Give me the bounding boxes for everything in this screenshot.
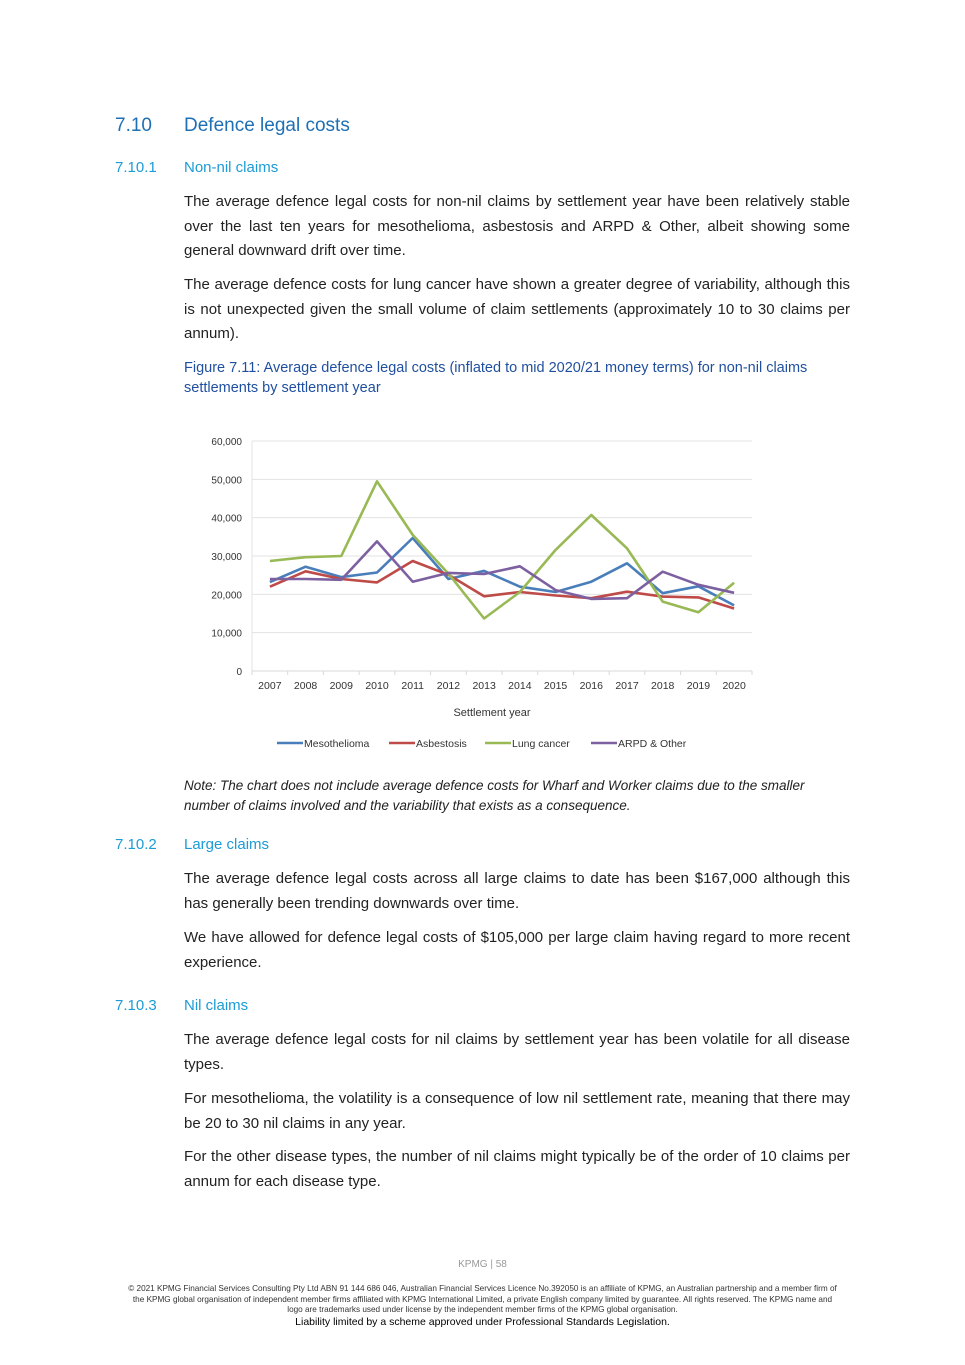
- section-heading: [115, 115, 350, 137]
- legend: [277, 738, 687, 750]
- paragraph-nil-3: For the other disease types, the number of nil claims might typically be of the order of 10 claims per annum for each disease type.: [184, 1148, 850, 1190]
- y-tick-label: 50,000: [211, 475, 242, 487]
- x-tick-label: 2020: [722, 680, 746, 692]
- subsection-number: 7.10.2: [115, 836, 157, 853]
- legend-item: [591, 738, 687, 750]
- x-tick-label: 2014: [508, 680, 532, 692]
- x-tick-label: 2013: [472, 680, 496, 692]
- legend-item: [277, 738, 370, 750]
- x-axis-label: Settlement year: [453, 707, 531, 719]
- x-axis: [252, 441, 752, 692]
- line-chart: [195, 425, 775, 760]
- legend-item: [485, 738, 570, 750]
- x-tick-label: 2012: [436, 680, 461, 692]
- legend-label: Asbestosis: [416, 738, 467, 750]
- subsection-heading-nonnil: [115, 159, 278, 176]
- liability-notice: Liability limited by a scheme approved under Professional Standards Legislation.: [295, 1316, 670, 1328]
- figure-caption: Figure 7.11: Average defence legal costs (inflated to mid 2020/21 money terms) for non-nil claims settlements by settlement year: [184, 360, 808, 396]
- x-tick-label: 2008: [293, 680, 318, 692]
- subsection-number: 7.10.1: [115, 159, 157, 176]
- x-tick-label: 2018: [651, 680, 675, 692]
- x-tick-label: 2011: [401, 680, 425, 692]
- legend-item: [389, 738, 467, 750]
- y-tick-label: 10,000: [211, 628, 242, 640]
- subsection-title: Non-nil claims: [184, 159, 279, 176]
- subsection-title: Nil claims: [184, 997, 249, 1014]
- subsection-title: Large claims: [184, 836, 270, 853]
- paragraph-nil-1: The average defence legal costs for nil claims by settlement year has been volatile for all disease types.: [184, 1031, 850, 1073]
- paragraph-large-2: We have allowed for defence legal costs of $105,000 per large claim having regard to more recent experience.: [184, 929, 850, 971]
- paragraph-large-1: The average defence legal costs across all large claims to date has been $167,000 although this has generally been trending downwards over time.: [184, 870, 850, 912]
- x-tick-label: 2016: [579, 680, 603, 692]
- paragraph-nil-2: For mesothelioma, the volatility is a consequence of low nil settlement rate, meaning that there may be 20 to 30 nil claims in any year.: [184, 1090, 850, 1132]
- subsection-heading-nil: [115, 997, 248, 1014]
- section-title: Defence legal costs: [184, 115, 350, 136]
- series-line-arpd-other: [270, 541, 734, 599]
- y-axis-ticks: [211, 437, 242, 678]
- chart-note: Note: The chart does not include average defence costs for Wharf and Worker claims due to the smaller number of claims involved and the variability that exists as a consequence.: [184, 778, 805, 813]
- series-lines: [270, 481, 734, 618]
- x-tick-label: 2017: [615, 680, 639, 692]
- x-tick-label: 2019: [686, 680, 711, 692]
- paragraph-nonnil-2: The average defence costs for lung cancer have shown a greater degree of variability, although this is not unexpected given the small volume of claim settlements (approximately 10 to 30 claims per annum).: [184, 276, 850, 342]
- paragraph-nonnil-1: The average defence legal costs for non-nil claims by settlement year have been relatively stable over the last ten years for mesothelioma, asbestosis and ARPD & Other, albeit showing some general downward drift over time.: [184, 193, 850, 259]
- page-number: KPMG | 58: [458, 1259, 507, 1270]
- y-tick-label: 0: [236, 667, 242, 678]
- section-number: 7.10: [115, 115, 152, 136]
- copyright-notice: © 2021 KPMG Financial Services Consulting Pty Ltd ABN 91 144 686 046, Australian Financial Services Licence No.392050 is an affiliate of KPMG, an Australian partnership and a member firm of the KPMG global organisation of independent member firms affiliated with KPMG International Limited, a private English company limited by guarantee. All rights reserved. The KPMG name and logo are trademarks used under license by the independent member firms of the KPMG global organisation.: [128, 1284, 837, 1314]
- y-tick-label: 30,000: [211, 552, 242, 563]
- subsection-number: 7.10.3: [115, 997, 157, 1014]
- subsection-heading-large: [115, 836, 269, 853]
- y-tick-label: 20,000: [211, 590, 242, 602]
- legend-label: Mesothelioma: [304, 738, 370, 750]
- x-tick-label: 2009: [329, 680, 353, 692]
- legend-label: ARPD & Other: [618, 738, 687, 750]
- x-tick-label: 2015: [543, 680, 568, 692]
- y-tick-label: 40,000: [211, 513, 242, 525]
- y-tick-label: 60,000: [211, 437, 242, 448]
- x-tick-label: 2007: [258, 680, 282, 692]
- legend-label: Lung cancer: [512, 738, 570, 750]
- x-tick-label: 2010: [365, 680, 389, 692]
